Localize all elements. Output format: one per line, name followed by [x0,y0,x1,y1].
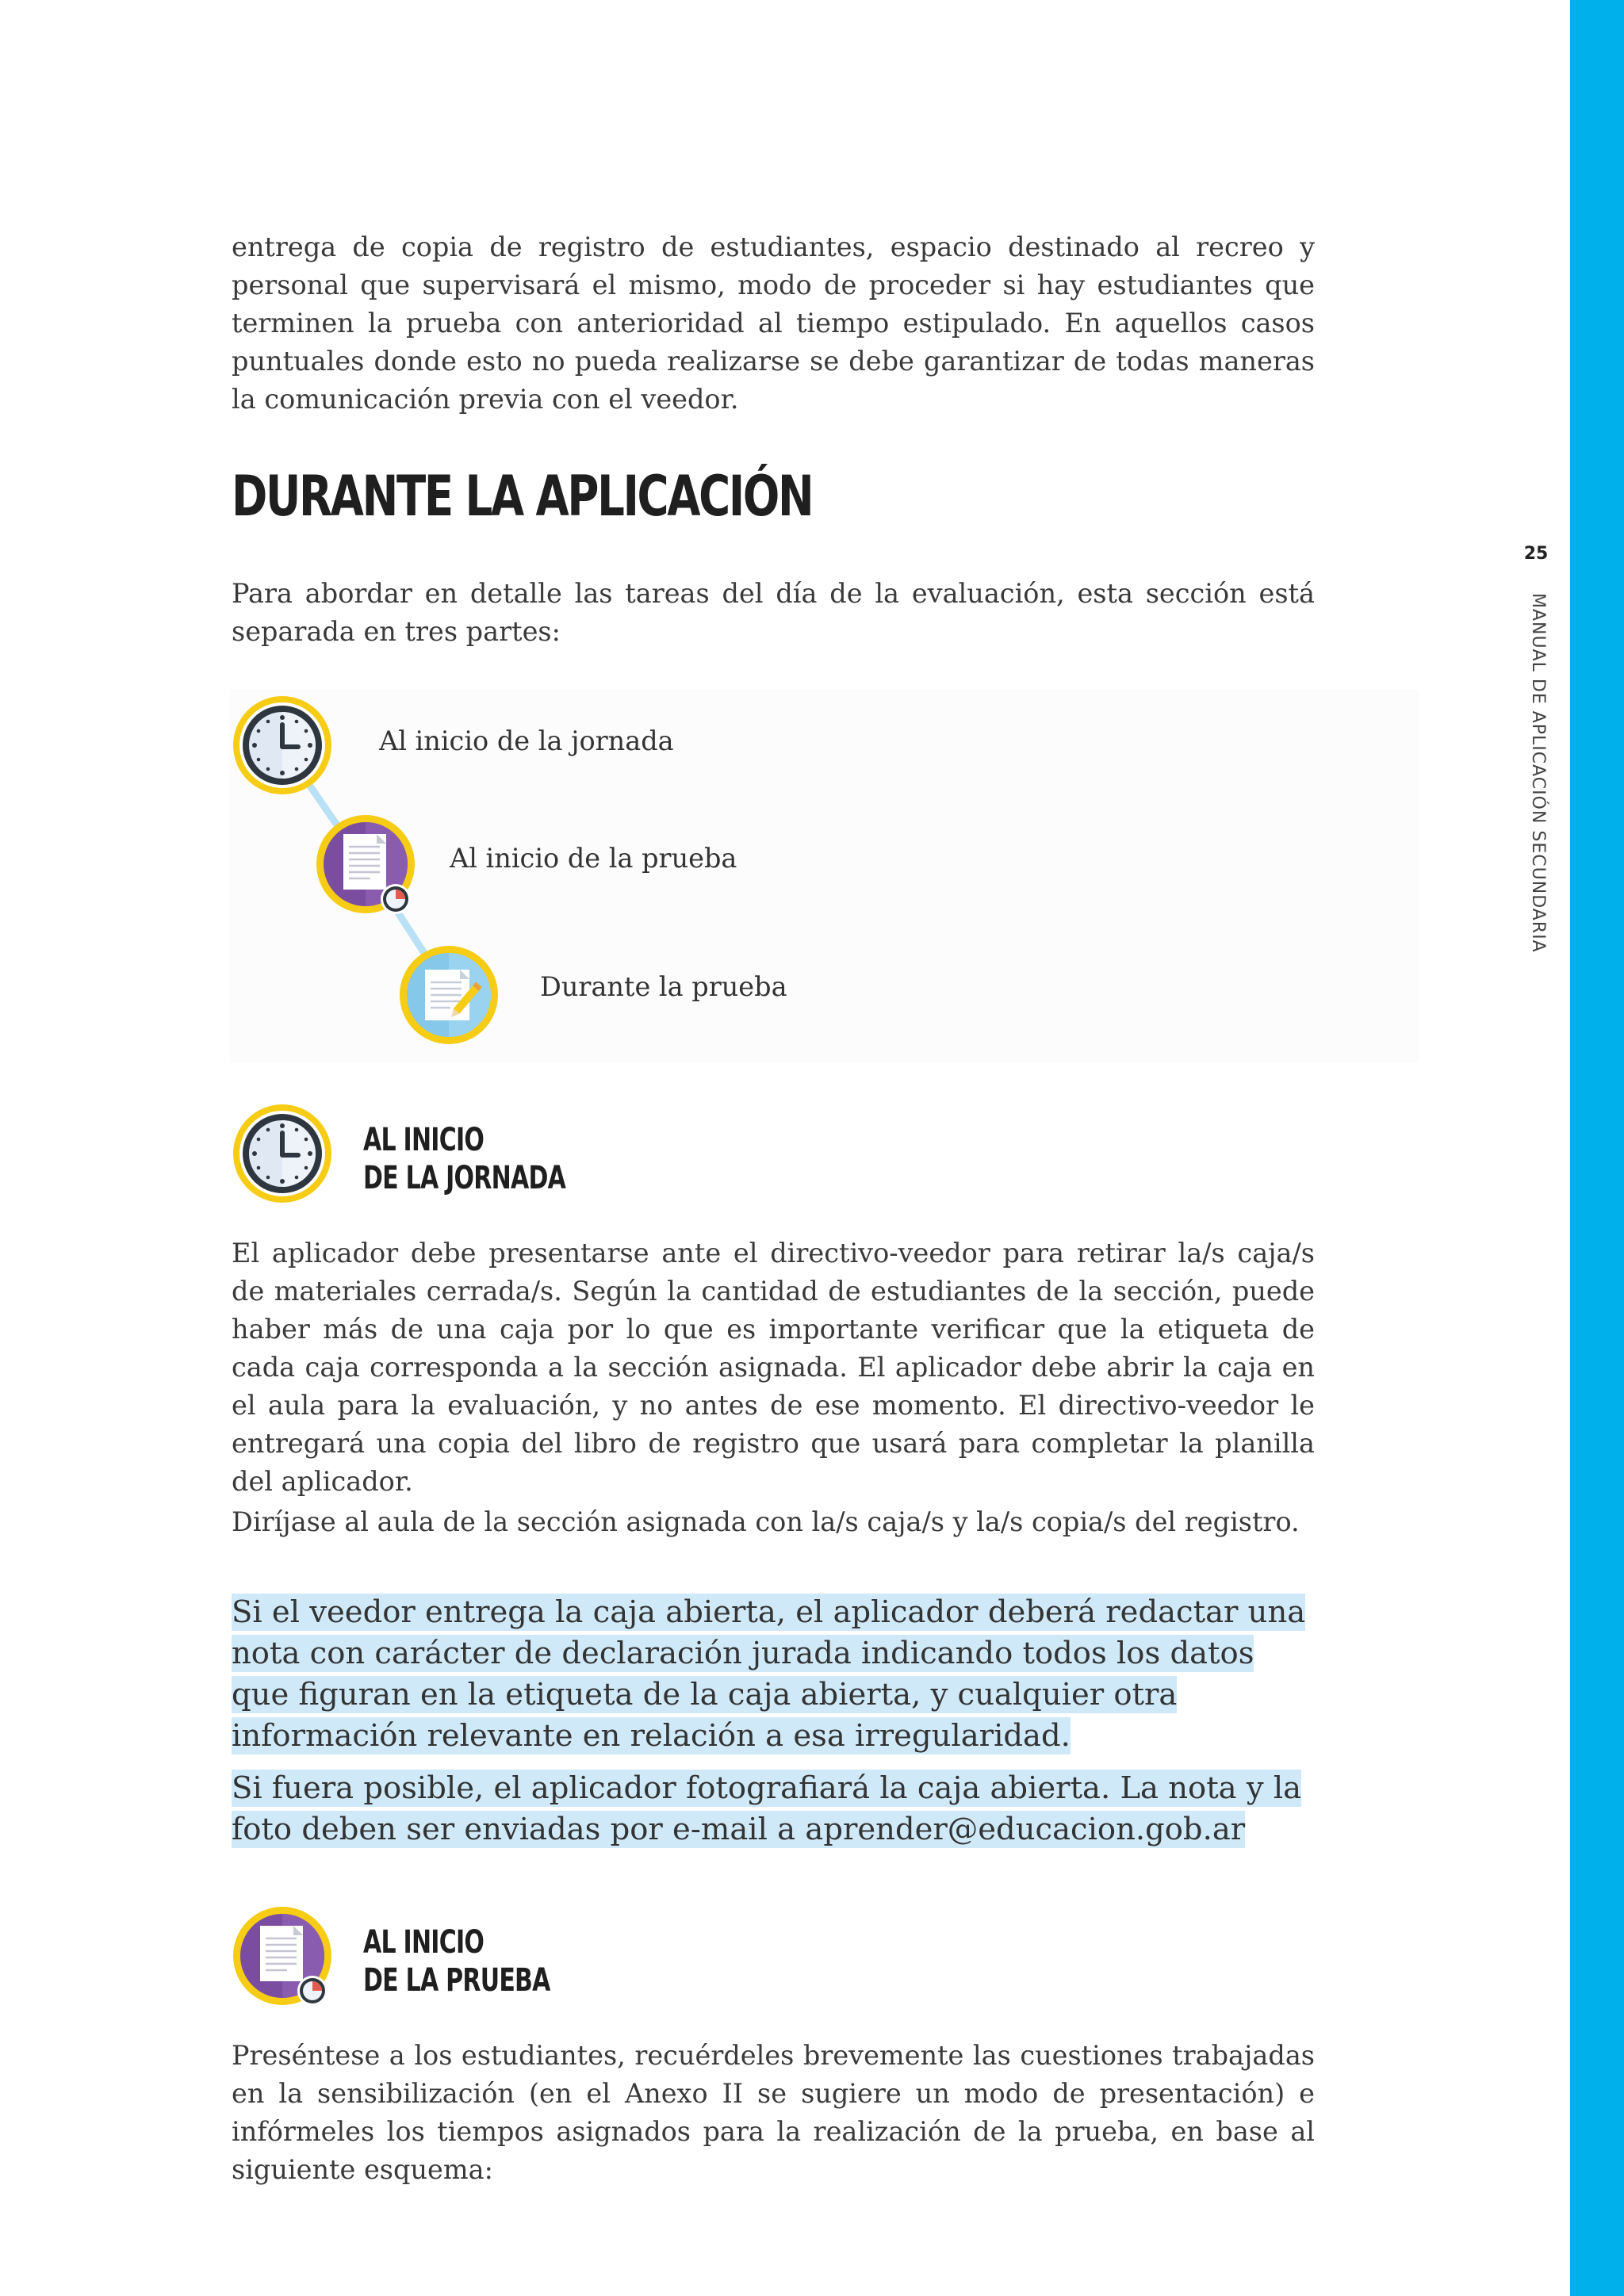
intro-paragraph: entrega de copia de registro de estudiantes, espacio destinado al recreo y personal que supervisará el mismo, modo de proceder si hay estudiantes que terminen la prueba con anterioridad al tiempo estipulado. En aquellos casos puntuales donde esto no pueda realizarse se debe garantizar de todas maneras la comunicación previa con el veedor. [232,232,1315,415]
step-label-jornada: Al inicio de la jornada [379,725,674,756]
clock-icon [232,695,333,796]
subheading-jornada-line1: AL INICIO [363,1122,485,1158]
document-timer-icon [232,1905,333,2010]
document-timer-icon [315,813,416,918]
step-label-durante-prueba: Durante la prueba [540,971,787,1002]
highlight-note-1 [232,1592,1316,1757]
clock-icon [232,1103,333,1204]
subheading-prueba [363,1923,550,1999]
highlight-note-2 [232,1768,1316,1850]
section-title: DURANTE LA APLICACIÓN [232,464,813,529]
subheading-jornada-line2: DE LA JORNADA [363,1160,566,1196]
subheading-prueba-line1: AL INICIO [363,1924,485,1961]
page-number: 25 [1523,544,1549,564]
highlight-note-2-text: Si fuera posible, el aplicador fotografiará la caja abierta. La nota y la foto deben ser enviadas por e-mail a aprender@educacion.gob.ar [232,1770,1302,1847]
jornada-paragraph-2: Diríjase al aula de la sección asignada con la/s caja/s y la/s copia/s del registro. [232,1506,1300,1537]
jornada-paragraph-1: El aplicador debe presentarse ante el directivo-veedor para retirar la/s caja/s de materiales cerrada/s. Según la cantidad de estudiantes de la sección, puede haber más de una caja por lo que es importante verificar que la etiqueta de cada caja corresponda a la sección asignada. El aplicador debe abrir la caja en el aula para la evaluación, y no antes de ese momento. El directivo-veedor le entregará una copia del libro de registro que usará para completar la planilla del aplicador. [232,1238,1315,1497]
section-intro: Para abordar en detalle las tareas del día de la evaluación, esta sección está separada en tres partes: [232,578,1315,647]
subheading-prueba-line2: DE LA PRUEBA [363,1962,550,1999]
highlight-note-1-text: Si el veedor entrega la caja abierta, el aplicador deberá redactar una nota con carácter de declaración jurada indicando todos los datos que figuran en la etiqueta de la caja abierta, y cualquier otra información relevante en relación a esa irregularidad. [232,1594,1306,1754]
running-title: MANUAL DE APLICACIÓN SECUNDARIA [1528,593,1548,953]
step-label-inicio-prueba: Al inicio de la prueba [450,843,737,874]
document-pencil-icon [398,944,500,1046]
prueba-paragraph: Preséntese a los estudiantes, recuérdeles brevemente las cuestiones trabajadas en la sensibilización (en el Anexo II se sugiere un modo de presentación) e infórmeles los tiempos asignados para la realización de la prueba, en base al siguiente esquema: [232,2040,1315,2185]
subheading-jornada [363,1121,565,1197]
